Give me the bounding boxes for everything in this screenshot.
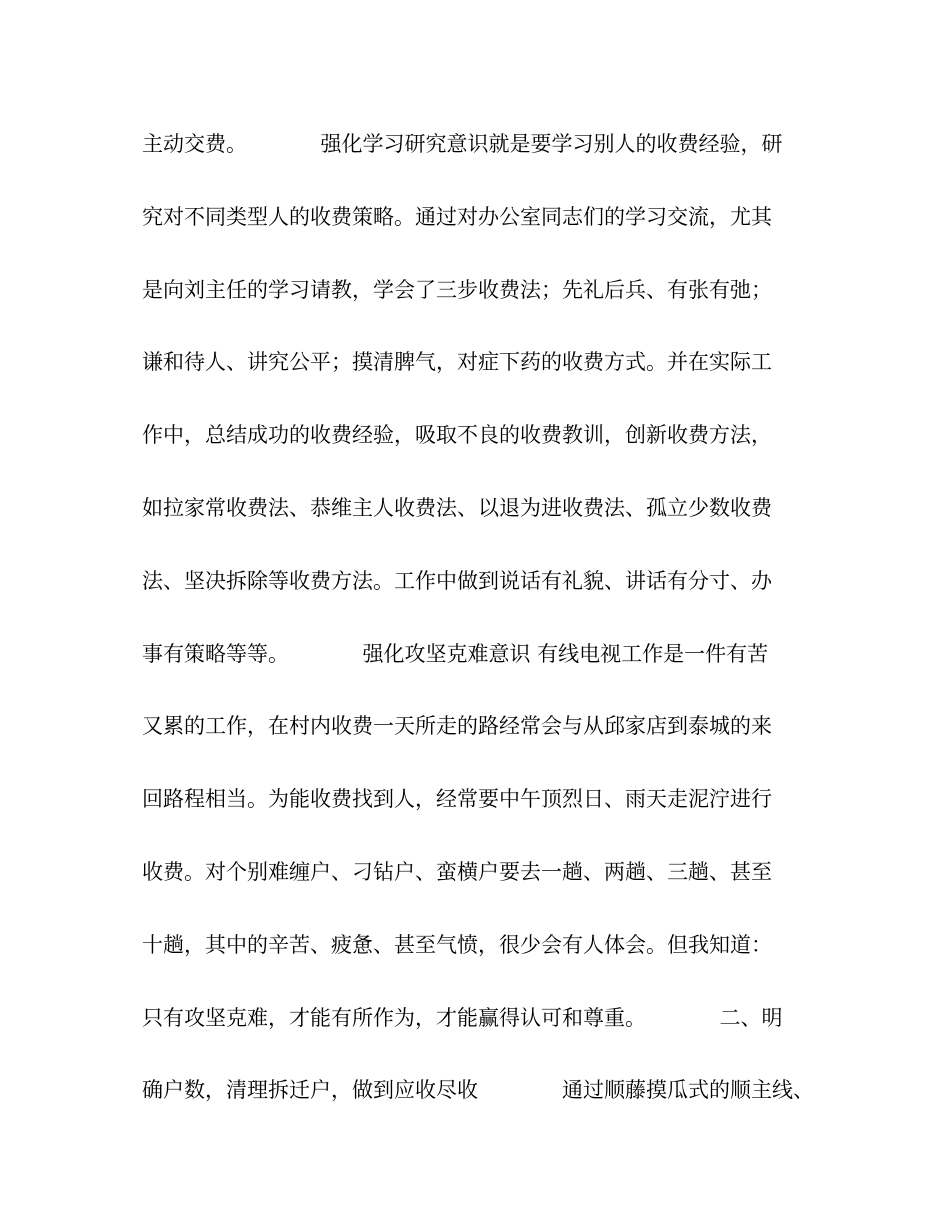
text-line-14: 确户数，清理拆迁户，做到应收尽收 通过顺藤摸瓜式的顺主线、 <box>142 1078 814 1103</box>
text-line-13: 只有攻坚克难，才能有所作为，才能赢得认可和尊重。 二、明 <box>142 1005 783 1030</box>
text-line-10: 回路程相当。为能收费找到人，经常要中午顶烈日、雨天走泥泞进行 <box>142 787 772 812</box>
text-line-5: 作中，总结成功的收费经验，吸取不良的收费教训，创新收费方法， <box>142 423 772 448</box>
body-text <box>142 126 832 1145</box>
text-line-4: 谦和待人、讲究公平；摸清脾气，对症下药的收费方式。并在实际工 <box>142 350 772 375</box>
text-line-11: 收费。对个别难缠户、刁钻户、蛮横户要去一趟、两趟、三趟、甚至 <box>142 859 772 884</box>
text-line-12: 十趟，其中的辛苦、疲惫、甚至气愤，很少会有人体会。但我知道： <box>142 932 772 957</box>
text-line-6: 如拉家常收费法、恭维主人收费法、以退为进收费法、孤立少数收费 <box>142 495 772 520</box>
text-line-3: 是向刘主任的学习请教，学会了三步收费法；先礼后兵、有张有弛； <box>142 277 772 302</box>
text-line-9: 又累的工作，在村内收费一天所走的路经常会与从邱家店到泰城的来 <box>142 714 772 739</box>
text-line-7: 法、坚决拆除等收费方法。工作中做到说话有礼貌、讲话有分寸、办 <box>142 568 772 593</box>
text-line-2: 究对不同类型人的收费策略。通过对办公室同志们的学习交流，尤其 <box>142 204 772 229</box>
text-line-1: 主动交费。 强化学习研究意识就是要学习别人的收费经验，研 <box>142 132 783 156</box>
text-line-8: 事有策略等等。 强化攻坚克难意识 有线电视工作是一件有苦 <box>142 641 769 666</box>
